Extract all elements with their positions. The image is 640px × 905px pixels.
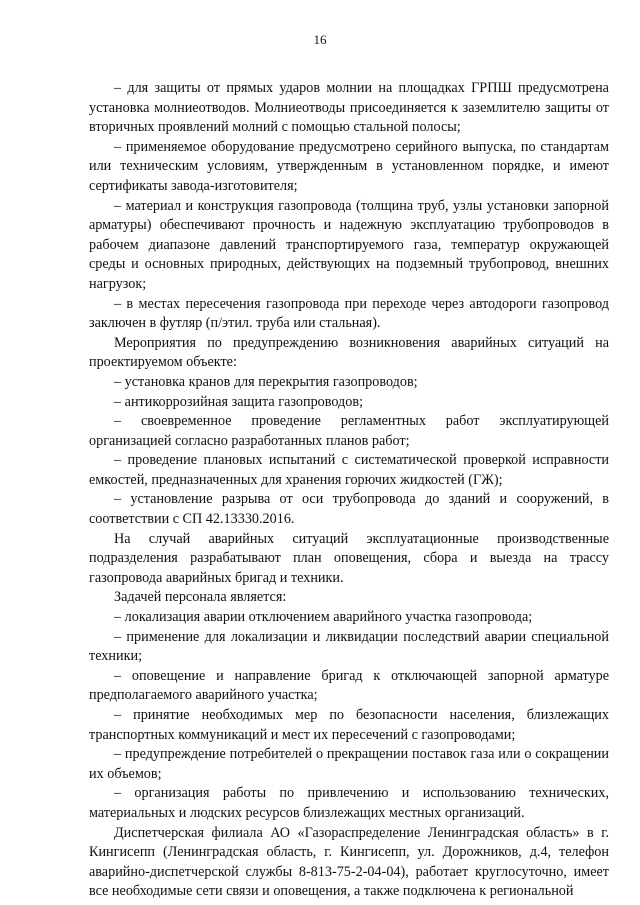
paragraph-pipeline-construction: – материал и конструкция газопровода (толщина труб, узлы установки запорной арматуры) обеспечивают прочность и надежную эксплуатацию трубопроводов в рабочем диапазоне давлений транспортируемого газа, температур окружающей среды и основных природных, действующих на подземный трубопровод, внешних нагрузок; [89,197,609,292]
paragraph-lightning-protection: – для защиты от прямых ударов молнии на площадках ГРПШ предусмотрена установка молниеотводов. Молниеотводы присоединяется к заземлителю защиты от вторичных проявлений молний с помощью стальной полосы; [89,80,609,136]
list-item-anticorrosion: – антикоррозийная защита газопроводов; [114,393,364,410]
document-body [89,79,609,902]
list-item-planned-tests: – проведение плановых испытаний с систематической проверкой исправности емкостей, предназначенных для хранения горючих жидкостей (ГЖ); [89,452,609,488]
page-number: 16 [313,32,327,47]
list-item-scheduled-works: – своевременное проведение регламентных работ эксплуатирующей организацией согласно разработанных планов работ; [89,413,609,449]
list-item-consumer-warning: – предупреждение потребителей о прекращении поставок газа или о сокращении их объемов; [89,746,609,782]
list-item-resources: – организация работы по привлечению и использованию технических, материальных и людских ресурсов близлежащих местных организаций. [89,785,609,821]
paragraph-emergency-plan: На случай аварийных ситуаций эксплуатационные производственные подразделения разрабатывают план оповещения, сбора и выезда на трассу газопровода аварийных бригад и техники. [89,530,609,586]
list-item-brigade-dispatch: – оповещение и направление бригад к отключающей запорной арматуре предполагаемого аварийного участка; [89,667,609,704]
list-item-valves: – установка кранов для перекрытия газопроводов; [114,373,418,390]
paragraph-personnel-tasks: Задачей персонала является: [114,589,287,606]
paragraph-serial-equipment: – применяемое оборудование предусмотрено серийного выпуска, по стандартам или техническим условиям, утвержденным в установленном порядке, и имеют сертификаты завода-изготовителя; [89,138,609,194]
list-item-localization: – локализация аварии отключением аварийного участка газопровода; [114,609,533,626]
list-item-public-safety: – принятие необходимых мер по безопасности населения, близлежащих транспортных коммуникаций и мест их пересечений с газопроводами; [89,707,609,743]
paragraph-dispatch-service: Диспетчерская филиала АО «Газораспределение Ленинградская область» в г. Кингисепп (Ленинградская область, г. Кингисепп, ул. Дорожников, д.4, телефон аварийно-диспетчерской службы 8-813-75-2-04-04), работает круглосуточно, имеет все необходимые сети связи и оповещения, а также подключена к региональной [89,824,609,900]
list-item-special-equipment: – применение для локализации и ликвидации последствий аварии специальной техники; [89,628,609,665]
paragraph-prevention-measures: Мероприятия по предупреждению возникновения аварийных ситуаций на проектируемом объекте: [89,334,609,371]
paragraph-road-crossings: – в местах пересечения газопровода при переходе через автодороги газопровод заключен в футляр (п/этил. труба или стальная). [89,295,609,332]
list-item-clearance: – установление разрыва от оси трубопровода до зданий и сооружений, в соответствии с СП 42.13330.2016. [89,491,609,528]
